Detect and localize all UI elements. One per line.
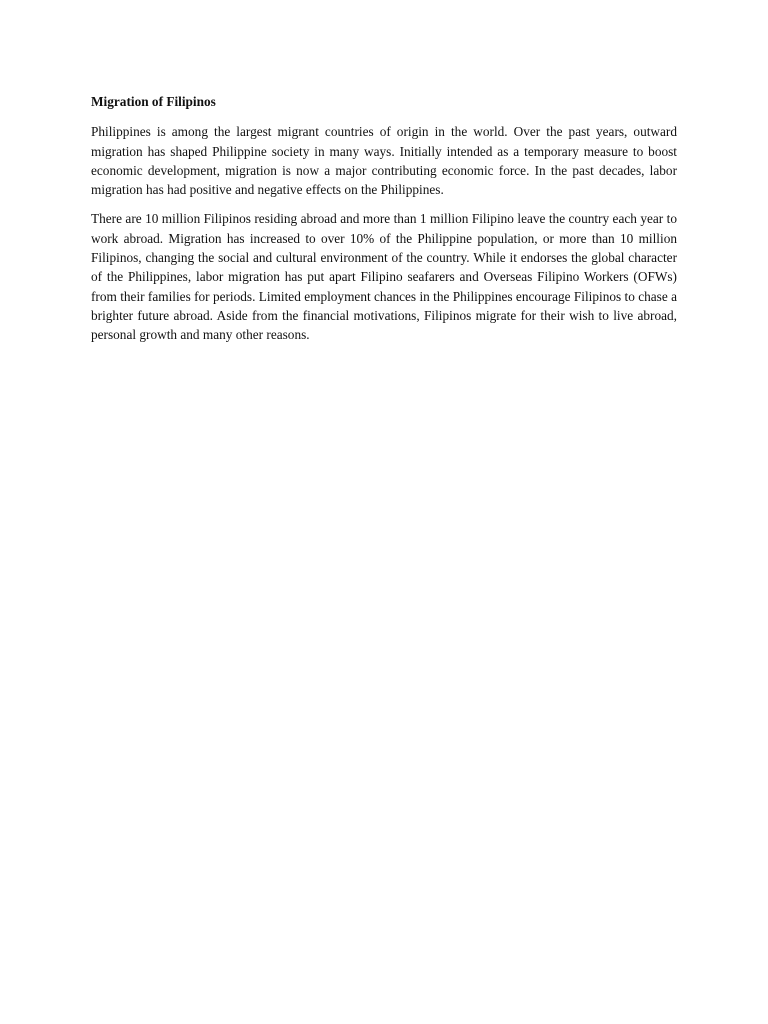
paragraph-2: There are 10 million Filipinos residing abroad and more than 1 million Filipino leave the country each year to work abroad. Migration has increased to over 10% of the Philippine population, or more than 10 million Filipinos, changing the social and cultural environment of the country. While it endorses the global character of the Philippines, labor migration has put apart Filipino seafarers and Overseas Filipino Workers (OFWs) from their families for periods. Limited employment chances in the Philippines encourage Filipinos to chase a brighter future abroad. Aside from the financial motivations, Filipinos migrate for their wish to live abroad, personal growth and many other reasons.	[91, 211, 677, 343]
document-body	[91, 92, 677, 355]
paragraph-1: Philippines is among the largest migrant countries of origin in the world. Over the past years, outward migration has shaped Philippine society in many ways. Initially intended as a temporary measure to boost economic development, migration is now a major contributing economic force. In the past decades, labor migration has had positive and negative effects on the Philippines.	[91, 124, 677, 198]
document-title: Migration of Filipinos	[91, 94, 216, 109]
